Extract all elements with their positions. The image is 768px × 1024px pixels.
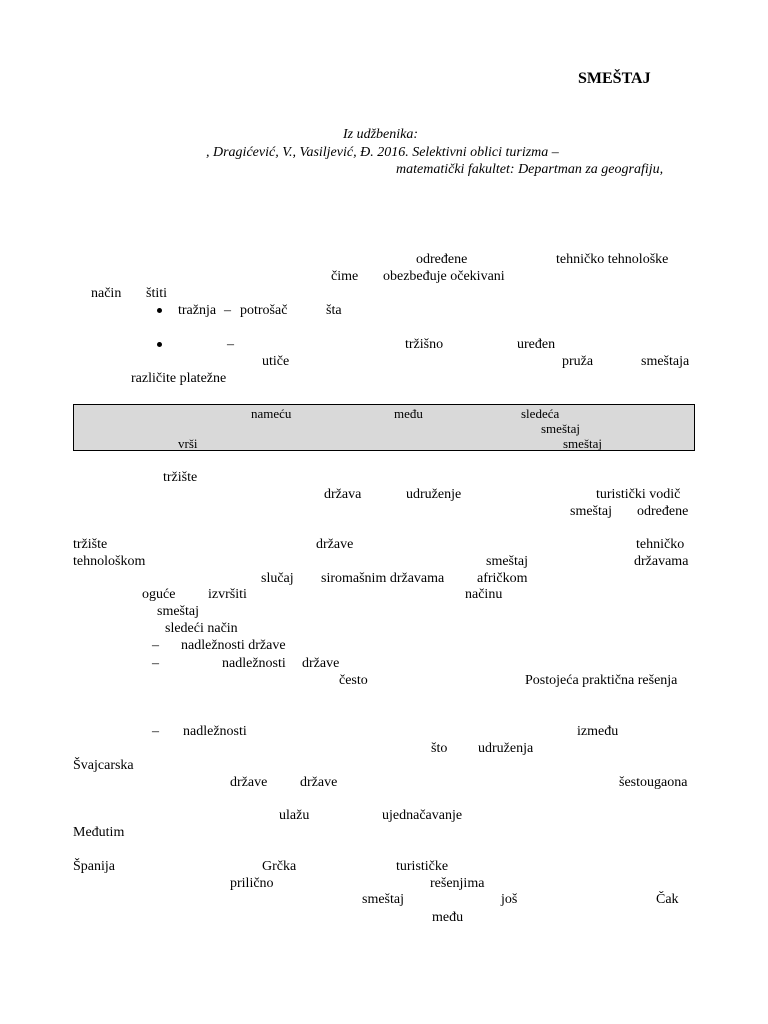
word: države (316, 537, 354, 552)
word: još (501, 892, 518, 907)
word: prilično (230, 876, 274, 891)
dash: – (152, 656, 159, 671)
word: načinu (465, 587, 503, 602)
word: ujednačavanje (382, 808, 463, 823)
word: države (300, 775, 338, 790)
word: smeštaj (541, 421, 580, 436)
word: smeštaj (362, 892, 404, 907)
word: tržište (73, 537, 108, 552)
word: sledeća (521, 406, 560, 421)
word: udruženje (406, 487, 462, 502)
word: nadležnosti (222, 656, 286, 671)
word: uređen (517, 337, 556, 352)
word: način (91, 286, 122, 301)
word: Postojeća praktična rešenja (525, 673, 678, 688)
word: tržište (163, 470, 198, 485)
word: čime (331, 269, 359, 284)
word: turističke (396, 859, 449, 874)
source-line-1: , Dragićević, V., Vasiljević, Đ. 2016. Selektivni oblici turizma – (206, 145, 559, 160)
word: izvršiti (208, 587, 247, 602)
dash: – (152, 724, 159, 739)
word: tehničko (636, 537, 685, 552)
word: Čak (656, 892, 679, 907)
word: među (394, 406, 423, 421)
word: potrošač (240, 303, 288, 318)
word: tražnja (178, 303, 217, 318)
word: ulažu (279, 808, 310, 823)
word: smeštaj (157, 604, 199, 619)
word: određene (637, 504, 689, 519)
word: – (224, 303, 231, 318)
word: oguće (142, 587, 176, 602)
word: smeštaj (563, 436, 602, 451)
dash: – (152, 638, 159, 653)
word: pruža (562, 354, 594, 369)
word: različite platežne (131, 371, 227, 386)
word: siromašnim državama (321, 571, 445, 586)
word: šta (326, 303, 342, 318)
word: države (302, 656, 340, 671)
source-heading: Iz udžbenika: (343, 127, 419, 142)
word: slučaj (261, 571, 294, 586)
word: određene (416, 252, 468, 267)
word: što (431, 741, 448, 756)
word: smeštaja (641, 354, 690, 369)
word: nadležnosti države (181, 638, 286, 653)
word: rešenjima (430, 876, 485, 891)
word: smeštaj (486, 554, 528, 569)
word: nadležnosti (183, 724, 247, 739)
word: turistički vodič (596, 487, 681, 502)
word: šestougaona (619, 775, 688, 790)
word: udruženja (478, 741, 534, 756)
bullet-icon (157, 308, 162, 313)
word: države (230, 775, 268, 790)
word: – (227, 337, 234, 352)
word: često (339, 673, 368, 688)
bullet-icon (157, 342, 162, 347)
highlight-box (73, 404, 695, 451)
word: tehničko tehnološke (556, 252, 669, 267)
word: afričkom (477, 571, 528, 586)
source-line-2: matematički fakultet: Departman za geografiju, (396, 162, 664, 177)
word: vrši (178, 436, 198, 451)
word: tržišno (405, 337, 444, 352)
word: država (324, 487, 362, 502)
word: obezbeđuje očekivani (383, 269, 505, 284)
word: sledeći način (165, 621, 238, 636)
word: smeštaj (570, 504, 612, 519)
word: tehnološkom (73, 554, 146, 569)
word: Švajcarska (73, 758, 134, 773)
word: Međutim (73, 825, 125, 840)
word: među (432, 910, 464, 925)
word: državama (634, 554, 689, 569)
word: utiče (262, 354, 290, 369)
word: štiti (146, 286, 168, 301)
page-title: SMEŠTAJ (578, 70, 651, 87)
word: Grčka (262, 859, 297, 874)
word: Španija (73, 859, 115, 874)
word: između (577, 724, 619, 739)
word: nameću (251, 406, 292, 421)
